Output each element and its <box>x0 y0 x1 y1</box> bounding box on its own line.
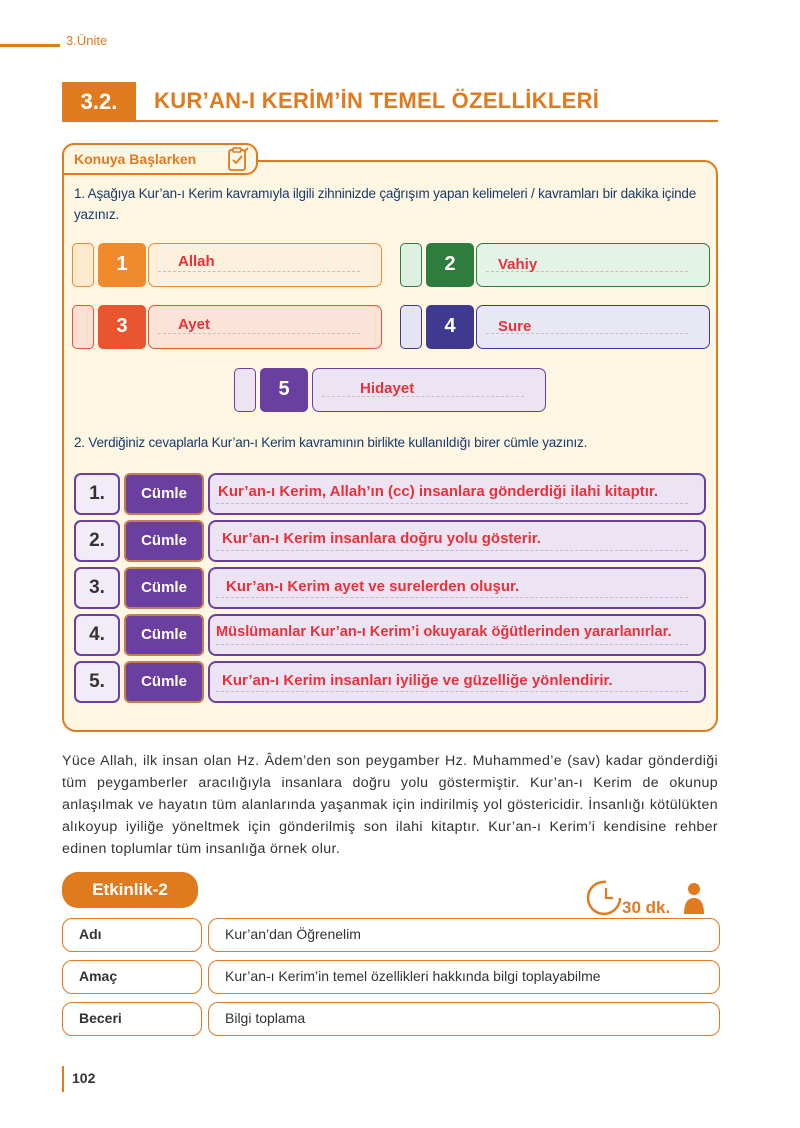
sentence-text: Müslümanlar Kur’an-ı Kerim’i okuyarak öğütlerinden yararlanırlar. <box>216 624 672 640</box>
body-paragraph: Yüce Allah, ilk insan olan Hz. Âdem’den son peygamber Hz. Muhammed’e (sav) kadar gönderdiği tüm peygamberler aracılığıyla insanlara doğru yolu göstermiştir. Kur’an-ı Kerim de okunup anlaşılmak ve hayatın tüm alanlarında yaşanmak için indirilmiş yol göstericidir. İnsanlığı kötülükten alıkoyup iyiliğe yöneltmek için gönderilmiş son ilahi kitaptır. Kur’an-ı Kerim’i kendisine rehber edinen toplumlar tüm insanlığa örnek olur. <box>62 753 718 857</box>
word-number: 3 <box>98 305 146 349</box>
section-title: KUR’AN-I KERİM’İN TEMEL ÖZELLİKLERİ <box>154 88 600 113</box>
activity-row-label: Beceri <box>62 1002 202 1036</box>
word-stub <box>72 243 94 287</box>
word-answer: Vahiy <box>498 256 538 273</box>
word-answer: Allah <box>178 253 215 270</box>
section-number: 3.2. <box>62 82 136 122</box>
intro-tab-label: Konuya Başlarken <box>74 151 197 167</box>
sentence-number: 2. <box>74 520 120 562</box>
section-underline <box>136 120 718 122</box>
word-answer-box[interactable] <box>312 368 546 412</box>
activity-row-label: Adı <box>62 918 202 952</box>
sentence-number: 5. <box>74 661 120 703</box>
question-2: 2. Verdiğiniz cevaplarla Kur’an-ı Kerim kavramının birlikte kullanıldığı birer cümle yazınız. <box>74 435 588 450</box>
word-number: 4 <box>426 305 474 349</box>
answer-line <box>322 396 524 397</box>
activity-row-label: Amaç <box>62 960 202 994</box>
sentence-label: Cümle <box>124 567 204 609</box>
activity-row-value: Bilgi toplama <box>208 1002 720 1036</box>
sentence-text: Kur’an-ı Kerim insanlara doğru yolu gösterir. <box>222 530 541 547</box>
page-number: 102 <box>72 1070 96 1086</box>
word-number: 2 <box>426 243 474 287</box>
sentence-label: Cümle <box>124 520 204 562</box>
word-stub <box>400 243 422 287</box>
word-answer: Sure <box>498 318 532 335</box>
word-stub <box>400 305 422 349</box>
word-number: 5 <box>260 368 308 412</box>
activity-row-value: Kur’an-ı Kerim’in temel özellikleri hakkında bilgi toplayabilme <box>208 960 720 994</box>
page-number-bar <box>62 1066 64 1092</box>
sentence-number: 4. <box>74 614 120 656</box>
sentence-text: Kur’an-ı Kerim, Allah’ın (cc) insanlara gönderdiği ilahi kitaptır. <box>218 483 659 500</box>
sentence-number: 1. <box>74 473 120 515</box>
sentence-line <box>216 503 688 504</box>
sentence-label: Cümle <box>124 473 204 515</box>
clipboard-icon <box>226 146 250 172</box>
question-1: 1. Aşağıya Kur’an-ı Kerim kavramıyla ilgili zihninizde çağrışım yapan kelimeleri / kavramları bir dakika içinde yazınız. <box>74 186 697 222</box>
word-stub <box>72 305 94 349</box>
sentence-number: 3. <box>74 567 120 609</box>
unit-label: 3.Ünite <box>66 33 108 48</box>
sentence-label: Cümle <box>124 614 204 656</box>
sentence-text: Kur’an-ı Kerim insanları iyiliğe ve güzelliğe yönlendirir. <box>222 672 613 689</box>
sentence-line <box>216 691 688 692</box>
activity-duration: 30 dk. <box>622 898 671 917</box>
word-stub <box>234 368 256 412</box>
word-answer: Hidayet <box>360 380 415 397</box>
activity-title: Etkinlik-2 <box>62 872 198 908</box>
sentence-line <box>216 644 688 645</box>
sentence-line <box>216 550 688 551</box>
activity-row-value: Kur’an’dan Öğrenelim <box>208 918 720 952</box>
word-number: 1 <box>98 243 146 287</box>
unit-line <box>0 44 60 47</box>
sentence-line <box>216 597 688 598</box>
sentence-label: Cümle <box>124 661 204 703</box>
sentence-text: Kur’an-ı Kerim ayet ve surelerden oluşur. <box>226 578 520 595</box>
answer-line <box>158 271 360 272</box>
word-answer: Ayet <box>178 316 210 333</box>
answer-line <box>158 333 360 334</box>
